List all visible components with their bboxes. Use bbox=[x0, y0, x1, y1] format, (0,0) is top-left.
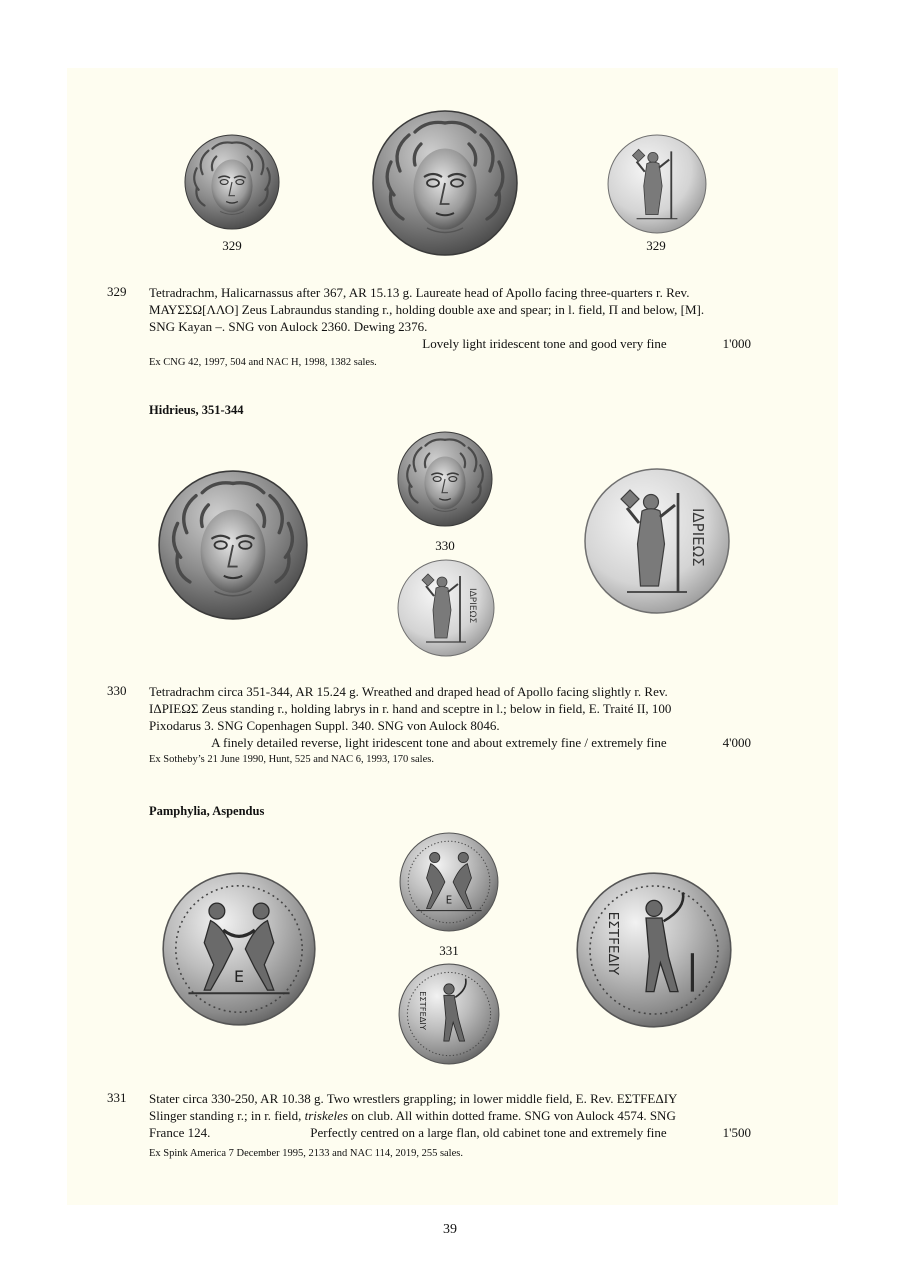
lot-description bbox=[149, 1090, 751, 1141]
provenance: Ex CNG 42, 1997, 504 and NAC H, 1998, 1382 sales. bbox=[149, 357, 377, 368]
condition-row bbox=[149, 1124, 751, 1141]
estimate: 1'000 bbox=[722, 336, 751, 351]
lot-description bbox=[149, 284, 751, 352]
coin-legend: ΕΣΤFΕΔΙΥ bbox=[605, 911, 622, 976]
estimate: 1'500 bbox=[722, 1125, 751, 1140]
description-line: SNG Kayan –. SNG von Aulock 2360. Dewing 2376. bbox=[149, 319, 428, 334]
description-line: Pixodarus 3. SNG Copenhagen Suppl. 340. SNG von Aulock 8046. bbox=[149, 718, 500, 733]
description-line: Stater circa 330-250, AR 10.38 g. Two wrestlers grappling; in lower middle field, E. Rev. ΕΣΤFΕΔΙΥ bbox=[149, 1091, 678, 1106]
provenance: Ex Sotheby’s 21 June 1990, Hunt, 525 and NAC 6, 1993, 170 sales. bbox=[149, 754, 434, 765]
coin-330-obverse-large bbox=[156, 468, 310, 622]
coin-331-obverse-large bbox=[160, 870, 318, 1028]
section-heading: Pamphylia, Aspendus bbox=[149, 804, 265, 818]
lot-number: 331 bbox=[107, 1090, 127, 1105]
coin-329-obverse-small bbox=[183, 133, 281, 231]
provenance: Ex Spink America 7 December 1995, 2133 and NAC 114, 2019, 255 sales. bbox=[149, 1148, 463, 1159]
condition-row bbox=[149, 335, 751, 352]
coin-legend: ΙΔΡΙΕΩΣ bbox=[689, 508, 707, 567]
condition: A finely detailed reverse, light iridescent tone and about extremely fine / extremely fine bbox=[211, 735, 667, 750]
coin-329-obverse-large bbox=[370, 108, 520, 258]
lot-number: 330 bbox=[107, 683, 127, 698]
coin-330-obverse-small bbox=[396, 430, 494, 528]
description-line: Tetradrachm, Halicarnassus after 367, AR 15.13 g. Laureate head of Apollo facing three-quarters r. Rev. bbox=[149, 285, 690, 300]
page-number: 39 bbox=[443, 1222, 457, 1237]
estimate: 4'000 bbox=[722, 735, 751, 750]
coin-mark: E bbox=[445, 895, 453, 907]
coin-330-reverse-large bbox=[582, 466, 732, 616]
image-label: 329 bbox=[222, 238, 242, 253]
coin-331-obverse-small bbox=[398, 831, 500, 933]
description-line: ΜΑΥΣΣΩ[ΛΛΟ] Zeus Labraundus standing r., holding double axe and spear; in l. field, Π and below, [M]. bbox=[149, 302, 705, 317]
condition-row bbox=[149, 734, 751, 751]
coin-legend: ΕΣΤFΕΔΙΥ bbox=[417, 991, 428, 1030]
image-label: 330 bbox=[435, 538, 455, 553]
condition: Lovely light iridescent tone and good very fine bbox=[422, 336, 667, 351]
image-label: 329 bbox=[646, 238, 666, 253]
section-heading: Hidrieus, 351-344 bbox=[149, 403, 244, 417]
image-label: 331 bbox=[439, 943, 459, 958]
coin-331-reverse-large bbox=[574, 870, 734, 1030]
lot-description bbox=[149, 683, 751, 751]
description-text: Slinger standing r.; in r. field, bbox=[149, 1108, 305, 1123]
coin-329-reverse bbox=[606, 133, 708, 235]
lot-number: 329 bbox=[107, 284, 127, 299]
description-italic: triskeles bbox=[304, 1108, 348, 1123]
condition: Perfectly centred on a large flan, old cabinet tone and extremely fine bbox=[310, 1125, 667, 1140]
coin-mark: E bbox=[234, 967, 244, 987]
description-line: ΙΔΡΙΕΩΣ Zeus standing r., holding labrys in r. hand and sceptre in l.; below in field, E. Traité II, 100 bbox=[149, 701, 672, 716]
coin-legend: ΙΔΡΙΕΩΣ bbox=[467, 588, 477, 624]
description-line bbox=[149, 1107, 751, 1124]
description-line: France 124. bbox=[149, 1125, 211, 1140]
description-text: on club. All within dotted frame. SNG von Aulock 4574. SNG bbox=[347, 1108, 676, 1123]
coin-331-reverse-small bbox=[397, 962, 501, 1066]
description-line: Tetradrachm circa 351-344, AR 15.24 g. Wreathed and draped head of Apollo facing slightly r. Rev. bbox=[149, 684, 668, 699]
coin-330-reverse-small bbox=[396, 558, 496, 658]
